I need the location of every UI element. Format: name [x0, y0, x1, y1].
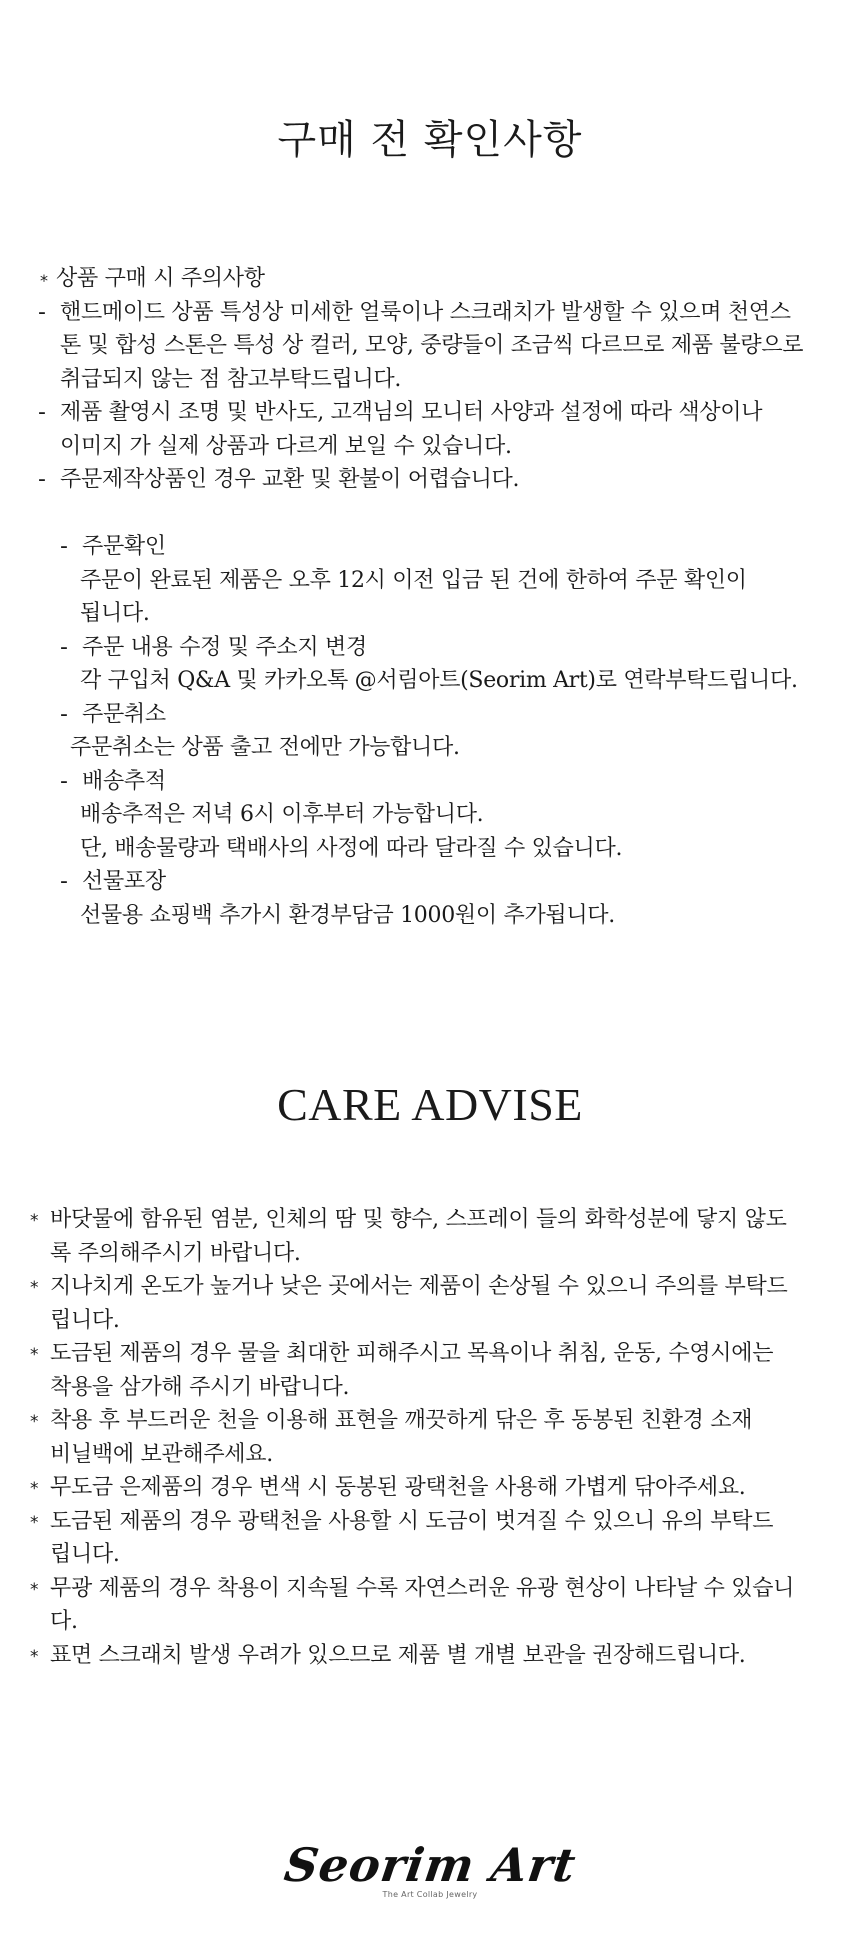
asterisk-icon: * [40, 271, 48, 290]
care-item: * 무광 제품의 경우 착용이 지속될 수록 자연스러운 유광 현상이 나타날 수 있습니 [28, 1572, 848, 1606]
notice-item-cont: 톤 및 합성 스톤은 특성 상 컬러, 모양, 중량들이 조금씩 다르므로 제품 불량으로 [60, 333, 804, 358]
asterisk-icon: * [30, 1211, 39, 1231]
sub-body: 선물용 쇼핑백 추가시 환경부담금 1000원이 추가됩니다. [80, 902, 615, 928]
notice-item-cont: 취급되지 않는 점 참고부탁드립니다. [60, 366, 402, 392]
dash-icon: - [60, 869, 68, 894]
notice-title: 구매 전 확인사항 [277, 117, 583, 163]
asterisk-icon: * [30, 1345, 39, 1365]
dash-icon: - [60, 634, 68, 660]
notice-heading: * 상품 구매 시 주의사항 [38, 262, 848, 296]
care-item: * 지나치게 온도가 높거나 낮은 곳에서는 제품이 손상될 수 있으니 주의를 부탁드 [28, 1270, 848, 1304]
asterisk-icon: * [30, 1512, 39, 1533]
sub-body: 주문이 완료된 제품은 오후 12시 이전 입금 된 건에 한하여 주문 확인이 [80, 567, 747, 593]
care-item-cont: 립니다. [50, 1542, 120, 1567]
asterisk-icon: * [30, 1579, 39, 1600]
sub-heading-order-cancel: - 주문취소 [38, 698, 848, 732]
care-item: * 도금된 제품의 경우 광택천을 사용할 시 도금이 벗겨질 수 있으니 유의 부탁드 [28, 1505, 848, 1539]
dash-icon: - [60, 534, 68, 559]
notice-item: - 주문제작상품인 경우 교환 및 환불이 어렵습니다. [38, 463, 848, 497]
notice-item: - 제품 촬영시 조명 및 반사도, 고객님의 모니터 사양과 설정에 따라 색상이나 [38, 396, 848, 430]
asterisk-icon: * [30, 1646, 39, 1667]
asterisk-icon: * [30, 1479, 39, 1499]
care-advise-section [28, 1203, 848, 1672]
logo-wordmark: Seorim Art [280, 1838, 580, 1892]
notice-item: - 핸드메이드 상품 특성상 미세한 얼룩이나 스크래치가 발생할 수 있으며 천연스 [38, 296, 848, 330]
brand-logo [0, 1838, 860, 1899]
care-item-cont: 립니다. [50, 1307, 120, 1333]
sub-body: 단, 배송물량과 택배사의 사정에 따라 달라질 수 있습니다. [80, 835, 623, 861]
care-item: * 무도금 은제품의 경우 변색 시 동봉된 광택천을 사용해 가볍게 닦아주세요. [28, 1471, 848, 1505]
purchase-notice-section [38, 262, 848, 932]
care-item-cont: 비닐백에 보관해주세요. [50, 1441, 273, 1467]
asterisk-icon: * [30, 1412, 39, 1432]
care-item-cont: 록 주의해주시기 바랍니다. [50, 1240, 301, 1266]
sub-heading-gift-wrap: - 선물포장 [38, 865, 848, 899]
sub-heading-order-confirm: - 주문확인 [38, 530, 848, 564]
dash-icon: - [38, 299, 46, 325]
dash-icon: - [38, 400, 46, 425]
care-item-cont: 다. [50, 1609, 78, 1634]
sub-body: 각 구입처 Q&A 및 카카오톡 @서림아트(Seorim Art)로 연락부탁드립니다. [80, 668, 798, 693]
sub-body: 됩니다. [80, 601, 150, 626]
care-item: * 착용 후 부드러운 천을 이용해 표현을 깨끗하게 닦은 후 동봉된 친환경 소재 [28, 1404, 848, 1438]
sub-heading-order-change: - 주문 내용 수정 및 주소지 변경 [38, 631, 848, 665]
care-item-cont: 착용을 삼가해 주시기 바랍니다. [50, 1374, 350, 1400]
notice-item-cont: 이미지 가 실제 상품과 다르게 보일 수 있습니다. [60, 433, 512, 459]
dash-icon: - [38, 467, 46, 492]
logo-tagline: The Art Collab Jewelry [382, 1890, 478, 1899]
sub-heading-tracking: - 배송추적 [38, 765, 848, 799]
sub-body: 배송추적은 저녁 6시 이후부터 가능합니다. [80, 802, 484, 827]
dash-icon: - [60, 768, 68, 794]
care-title: CARE ADVISE [277, 1079, 583, 1130]
care-item: * 표면 스크래치 발생 우려가 있으므로 제품 별 개별 보관을 권장해드립니다. [28, 1639, 848, 1673]
sub-body: 주문취소는 상품 출고 전에만 가능합니다. [70, 735, 460, 760]
care-item: * 바닷물에 함유된 염분, 인체의 땀 및 향수, 스프레이 들의 화학성분에 닿지 않도 [28, 1203, 848, 1237]
dash-icon: - [60, 701, 68, 727]
asterisk-icon: * [30, 1278, 39, 1298]
care-item: * 도금된 제품의 경우 물을 최대한 피해주시고 목욕이나 취침, 운동, 수영시에는 [28, 1337, 848, 1371]
